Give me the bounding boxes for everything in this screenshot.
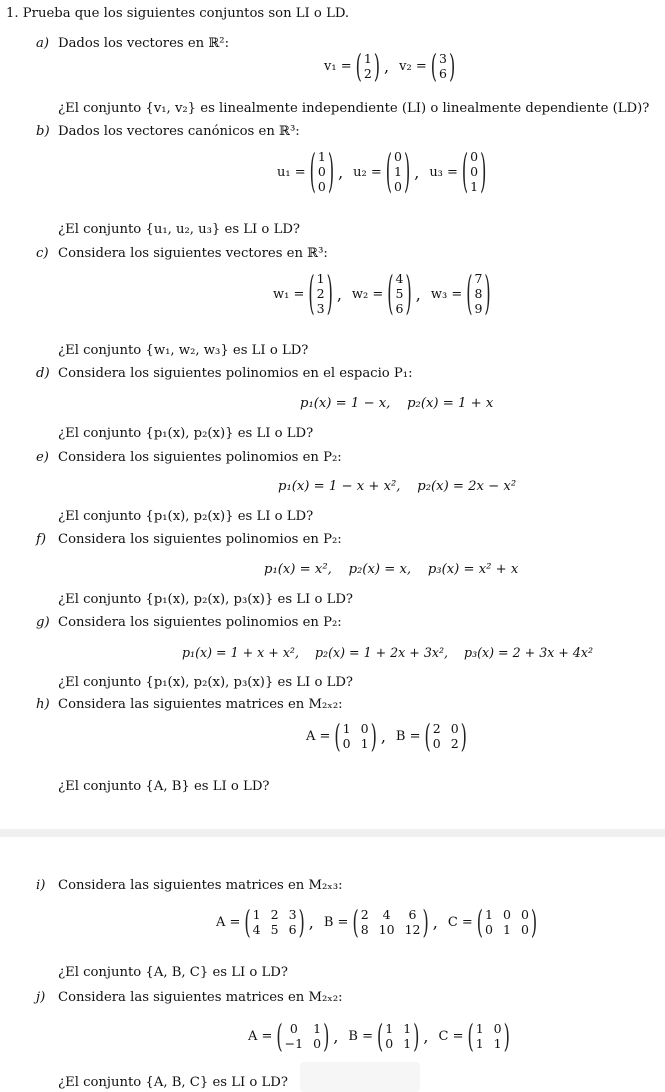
item-g-question: ¿El conjunto {p₁(x), p₂(x), p₃(x)} es LI o LD? [58, 675, 353, 690]
matrix-entry: 1 [317, 149, 326, 164]
left-paren: ( [308, 265, 315, 320]
item-i-intro: Considera las siguientes matrices en M₂ₓ₃: [58, 878, 343, 893]
matrix-entry: 0 [432, 736, 441, 751]
matrix-entry: 1 [475, 1021, 484, 1036]
matrix-entry: 2 [432, 721, 441, 736]
matrix-entry: 1 [252, 907, 261, 922]
item-c-intro: Considera los siguientes vectores en ℝ³: [58, 246, 328, 261]
item-c-vectors: w₁ = ( 1 2 3 ) , w₂ = ( 4 5 6 ) , w₃ = ( 7 8 9 ) [273, 265, 491, 320]
matrix-entry: 8 [474, 286, 483, 301]
problem-header: 1. Prueba que los siguientes conjuntos son LI o LD. [6, 6, 350, 21]
u2-vector [385, 143, 411, 198]
matrix-entry: 2 [270, 907, 279, 922]
item-h-question: ¿El conjunto {A, B} es LI o LD? [58, 779, 270, 794]
matrix-a-name: A = [216, 915, 241, 930]
left-paren: ( [424, 716, 431, 755]
matrix-entry: 1 [316, 271, 325, 286]
left-paren: ( [387, 265, 394, 320]
right-paren: ) [530, 902, 538, 941]
matrix-entry: 1 [363, 51, 372, 66]
matrix-a-name: A = [248, 1029, 273, 1044]
matrix-entry: 2 [360, 907, 369, 922]
item-b-intro: Dados los vectores canónicos en ℝ³: [58, 124, 300, 139]
item-g-formula: p₁(x) = 1 + x + x², p₂(x) = 1 + 2x + 3x², p₃(x) = 2 + 3x + 4x² [182, 645, 594, 660]
u2-name: u₂ = [353, 164, 382, 180]
u1-name: u₁ = [277, 164, 306, 180]
left-paren: ( [476, 902, 484, 941]
matrix-c [476, 902, 538, 941]
matrix-entry: 2 [363, 66, 372, 81]
matrix-a [276, 1016, 330, 1055]
item-d-intro: Considera los siguientes polinomios en el espacio P₁: [58, 366, 413, 381]
matrix-entry: 0 [493, 1021, 502, 1036]
matrix-b [424, 716, 467, 755]
item-i-matrices: A = ( 1 2 3 4 5 6 ) , B = ( 2 4 6 8 10 12 ) , C = ( 1 0 0 0 1 0 ) [216, 902, 538, 941]
item-e-intro: Considera los siguientes polinomios en P₂: [58, 450, 342, 465]
matrix-entry: 0 [289, 1021, 298, 1036]
matrix-entry: 6 [408, 907, 417, 922]
u3-vector [461, 143, 487, 198]
right-paren: ) [484, 265, 491, 320]
matrix-entry: 7 [474, 271, 483, 286]
matrix-c-name: C = [447, 915, 473, 930]
matrix-entry: 0 [317, 164, 326, 179]
w3-name: w₃ = [430, 286, 463, 302]
matrix-entry: 1 [394, 164, 402, 179]
left-paren: ( [430, 46, 437, 85]
matrix-entry: 1 [385, 1021, 394, 1036]
matrix-c [467, 1016, 510, 1055]
v1-vector [355, 46, 381, 85]
left-paren: ( [276, 1016, 283, 1055]
right-paren: ) [480, 143, 487, 198]
item-d-label: d) [36, 366, 50, 381]
matrix-entry: 0 [520, 922, 529, 937]
item-g-intro: Considera los siguientes polinomios en P₂: [58, 615, 342, 630]
matrix-b [352, 902, 429, 941]
matrix-entry: 1 [493, 1036, 502, 1051]
matrix-entry: 2 [316, 286, 325, 301]
right-paren: ) [298, 902, 305, 941]
matrix-entry: 0 [394, 149, 402, 164]
left-paren: ( [385, 143, 393, 198]
item-h-intro: Considera las siguientes matrices en M₂ₓ₂: [58, 697, 343, 712]
v2-vector [430, 46, 456, 85]
right-paren: ) [460, 716, 467, 755]
right-paren: ) [326, 265, 333, 320]
matrix-entry: 1 [475, 1036, 484, 1051]
right-paren: ) [370, 716, 377, 755]
item-j-intro: Considera las siguientes matrices en M₂ₓ₂: [58, 990, 343, 1005]
matrix-entry: 0 [385, 1036, 394, 1051]
matrix-a-name: A = [306, 729, 331, 744]
item-d-formula: p₁(x) = 1 − x, p₂(x) = 1 + x [300, 396, 494, 411]
item-f-formula: p₁(x) = x², p₂(x) = x, p₃(x) = x² + x [264, 562, 519, 577]
w2-vector [387, 265, 412, 320]
matrix-a [334, 716, 377, 755]
item-a-vectors: v₁ = ( 1 2 ) , v₂ = ( 3 6 ) [324, 46, 456, 85]
item-a-question: ¿El conjunto {v₁, v₂} es linealmente independiente (LI) o linealmente dependiente (LD)? [58, 101, 650, 116]
matrix-b-name: B = [348, 1029, 373, 1044]
item-h-matrices: A = ( 1 0 0 1 ) , B = ( 2 0 0 2 ) [306, 716, 467, 755]
item-c-label: c) [36, 246, 49, 261]
matrix-entry: 1 [360, 736, 369, 751]
u3-name: u₃ = [429, 164, 458, 180]
matrix-entry: 2 [450, 736, 459, 751]
item-h-label: h) [36, 697, 50, 712]
matrix-entry: 1 [470, 179, 479, 194]
item-i-question: ¿El conjunto {A, B, C} es LI o LD? [58, 965, 288, 980]
matrix-entry: 3 [438, 51, 447, 66]
matrix-entry: 6 [288, 922, 297, 937]
item-a-intro: Dados los vectores en ℝ²: [58, 36, 230, 51]
matrix-entry: 0 [360, 721, 369, 736]
matrix-entry: 4 [252, 922, 261, 937]
matrix-entry: 5 [395, 286, 404, 301]
item-e-label: e) [36, 450, 49, 465]
left-paren: ( [376, 1016, 384, 1055]
matrix-entry: 0 [520, 907, 529, 922]
matrix-entry: 0 [470, 149, 479, 164]
item-c-question: ¿El conjunto {w₁, w₂, w₃} es LI o LD? [58, 343, 309, 358]
matrix-entry: 3 [316, 301, 325, 316]
item-a-label: a) [36, 36, 50, 51]
right-paren: ) [422, 902, 429, 941]
item-b-label: b) [36, 124, 50, 139]
matrix-a [244, 902, 305, 941]
item-j-question: ¿El conjunto {A, B, C} es LI o LD? [58, 1075, 288, 1090]
matrix-entry: 1 [342, 721, 351, 736]
matrix-entry: 6 [438, 66, 447, 81]
right-paren: ) [405, 265, 412, 320]
right-paren: ) [323, 1016, 330, 1055]
matrix-entry: 4 [382, 907, 391, 922]
matrix-entry: 0 [317, 179, 326, 194]
matrix-entry: −1 [284, 1036, 304, 1051]
left-paren: ( [467, 1016, 474, 1055]
matrix-entry: 0 [470, 164, 479, 179]
item-j-matrices: A = ( 0 1 −1 0 ) , B = ( 1 1 0 1 ) , C = ( 1 0 1 1 ) [248, 1016, 510, 1055]
matrix-b-name: B = [395, 729, 421, 744]
right-paren: ) [373, 46, 381, 85]
w3-vector [466, 265, 491, 320]
matrix-entry: 1 [485, 907, 493, 922]
matrix-entry: 10 [378, 922, 395, 937]
v2-name: v₂ = [399, 59, 427, 74]
right-paren: ) [448, 46, 456, 85]
right-paren: ) [403, 143, 411, 198]
matrix-entry: 0 [485, 922, 493, 937]
matrix-entry: 0 [313, 1036, 322, 1051]
left-paren: ( [352, 902, 359, 941]
item-f-intro: Considera los siguientes polinomios en P₂: [58, 532, 342, 547]
left-paren: ( [461, 143, 469, 198]
w1-vector [308, 265, 333, 320]
matrix-c-name: C = [438, 1029, 464, 1044]
w1-name: w₁ = [273, 286, 305, 302]
matrix-entry: 0 [503, 907, 511, 922]
item-i-label: i) [36, 878, 46, 893]
item-g-label: g) [36, 615, 50, 630]
right-paren: ) [413, 1016, 420, 1055]
matrix-entry: 6 [395, 301, 404, 316]
item-f-question: ¿El conjunto {p₁(x), p₂(x), p₃(x)} es LI o LD? [58, 592, 353, 607]
right-paren: ) [327, 143, 335, 198]
item-b-vectors: u₁ = ( 1 0 0 ) , u₂ = ( 0 1 0 ) , u₃ = ( 0 0 1 ) [277, 143, 487, 198]
u1-vector [309, 143, 335, 198]
left-paren: ( [355, 46, 362, 85]
matrix-entry: 4 [395, 271, 404, 286]
item-f-label: f) [36, 532, 47, 547]
left-paren: ( [466, 265, 473, 320]
left-paren: ( [244, 902, 251, 941]
item-b-question: ¿El conjunto {u₁, u₂, u₃} es LI o LD? [58, 222, 300, 237]
item-e-question: ¿El conjunto {p₁(x), p₂(x)} es LI o LD? [58, 509, 314, 524]
matrix-entry: 12 [404, 922, 421, 937]
page-break [0, 829, 665, 837]
left-paren: ( [309, 143, 316, 198]
item-d-question: ¿El conjunto {p₁(x), p₂(x)} es LI o LD? [58, 426, 314, 441]
item-j-label: j) [36, 990, 46, 1005]
matrix-entry: 0 [394, 179, 402, 194]
matrix-entry: 9 [474, 301, 483, 316]
left-paren: ( [334, 716, 341, 755]
matrix-entry: 1 [403, 1021, 412, 1036]
right-paren: ) [503, 1016, 510, 1055]
matrix-entry: 0 [450, 721, 459, 736]
item-e-formula: p₁(x) = 1 − x + x², p₂(x) = 2x − x² [278, 479, 517, 494]
matrix-entry: 5 [270, 922, 279, 937]
matrix-b-name: B = [323, 915, 349, 930]
v1-name: v₁ = [324, 59, 352, 74]
w2-name: w₂ = [351, 286, 384, 302]
matrix-b [376, 1016, 420, 1055]
matrix-entry: 1 [403, 1036, 412, 1051]
matrix-entry: 8 [360, 922, 369, 937]
matrix-entry: 3 [288, 907, 297, 922]
matrix-entry: 1 [503, 922, 511, 937]
matrix-entry: 1 [313, 1021, 322, 1036]
faint-overlay [300, 1062, 420, 1092]
matrix-entry: 0 [342, 736, 351, 751]
